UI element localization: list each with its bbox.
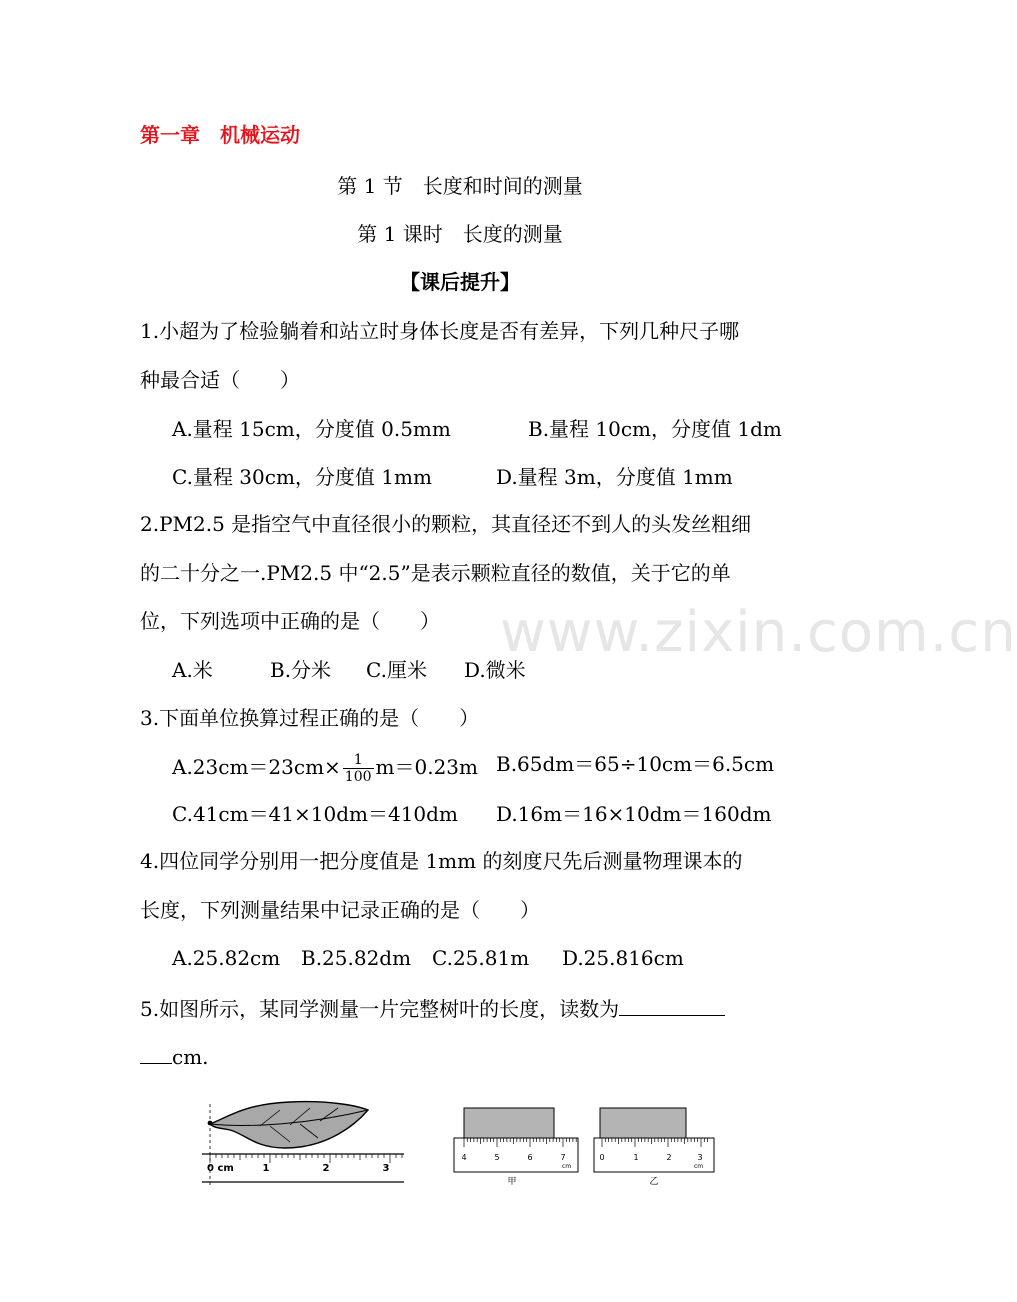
measured-block bbox=[600, 1108, 686, 1138]
ruler-tick-label: 5 bbox=[494, 1153, 500, 1162]
ruler-tick-label: 6 bbox=[527, 1153, 533, 1162]
q5-line2 bbox=[140, 1043, 209, 1069]
ruler-tick-label: 7 bbox=[560, 1153, 566, 1162]
figure-caption: 乙 bbox=[649, 1177, 659, 1187]
leaf-ruler-figure bbox=[200, 1098, 410, 1193]
q3-option-b: B.65dm＝65÷10cm＝6.5cm bbox=[496, 752, 775, 776]
measured-block bbox=[464, 1108, 554, 1138]
leaf-ruler bbox=[202, 1154, 404, 1182]
answer-blank[interactable] bbox=[619, 995, 725, 1016]
answer-blank-continued[interactable] bbox=[140, 1043, 172, 1064]
q1-option-c: C.量程 30cm，分度值 1mm bbox=[172, 465, 432, 489]
ruler-yi-figure bbox=[590, 1104, 720, 1190]
ruler-tick-label: 1 bbox=[633, 1153, 639, 1162]
q5-text: 5.如图所示，某同学测量一片完整树叶的长度，读数为 bbox=[140, 997, 620, 1021]
q3-option-a-prefix: A.23cm＝23cm× bbox=[172, 755, 341, 779]
ruler-unit-label: 0 cm bbox=[207, 1163, 234, 1174]
q2-line2: 的二十分之一.PM2.5 中“2.5”是表示颗粒直径的数值，关于它的单 bbox=[140, 561, 731, 585]
q4-option-d: D.25.816cm bbox=[562, 946, 684, 970]
ruler-tick-label: 0 bbox=[599, 1153, 605, 1162]
fraction-numerator: 1 bbox=[343, 752, 374, 769]
q4-option-a: A.25.82cm bbox=[172, 946, 281, 970]
ruler-tick-label: 3 bbox=[697, 1153, 703, 1162]
figure-caption: 甲 bbox=[507, 1177, 517, 1187]
ruler-tick-label: 2 bbox=[322, 1163, 330, 1174]
q1-line1: 1.小超为了检验躺着和站立时身体长度是否有差异，下列几种尺子哪 bbox=[140, 319, 740, 343]
q3-option-a-suffix: m＝0.23m bbox=[375, 755, 478, 779]
section-title: 第 1 节 长度和时间的测量 bbox=[337, 174, 583, 198]
q1-line2: 种最合适（ ） bbox=[140, 368, 300, 392]
q2-option-a: A.米 bbox=[172, 658, 213, 682]
lesson-title: 第 1 课时 长度的测量 bbox=[357, 222, 563, 246]
q5-unit: cm. bbox=[172, 1045, 209, 1069]
ruler-unit-label: cm bbox=[694, 1163, 704, 1170]
ruler-tick-label: 1 bbox=[262, 1163, 270, 1174]
q2-line1: 2.PM2.5 是指空气中直径很小的颗粒，其直径还不到人的头发丝粗细 bbox=[140, 512, 752, 536]
ruler-tick-label: 2 bbox=[666, 1153, 672, 1162]
ruler-unit-label: cm bbox=[562, 1163, 572, 1170]
q1-option-d: D.量程 3m，分度值 1mm bbox=[496, 465, 733, 489]
ruler-tick-label: 4 bbox=[461, 1153, 467, 1162]
q5-line1 bbox=[140, 995, 725, 1021]
q4-option-b: B.25.82dm bbox=[301, 946, 412, 970]
ruler-body bbox=[454, 1138, 578, 1172]
q4-line1: 4.四位同学分别用一把分度值是 1mm 的刻度尺先后测量物理课本的 bbox=[140, 849, 743, 873]
q2-option-c: C.厘米 bbox=[366, 658, 427, 682]
chapter-title: 第一章 机械运动 bbox=[140, 123, 300, 147]
q1-option-b: B.量程 10cm，分度值 1dm bbox=[528, 417, 782, 441]
q3-option-a bbox=[172, 752, 478, 785]
part-title: 【课后提升】 bbox=[400, 270, 520, 294]
leaf-icon bbox=[208, 1102, 368, 1148]
q3-option-d: D.16m＝16×10dm＝160dm bbox=[496, 802, 772, 826]
fraction bbox=[343, 752, 374, 785]
q2-line3: 位，下列选项中正确的是（ ） bbox=[140, 609, 440, 633]
q3-line1: 3.下面单位换算过程正确的是（ ） bbox=[140, 706, 480, 730]
q2-option-d: D.微米 bbox=[464, 658, 526, 682]
watermark: www.zixin.com.cn bbox=[500, 600, 1017, 665]
q3-option-c: C.41cm＝41×10dm＝410dm bbox=[172, 802, 458, 826]
q1-option-a: A.量程 15cm，分度值 0.5mm bbox=[172, 417, 451, 441]
ruler-tick-label: 3 bbox=[382, 1163, 390, 1174]
q4-option-c: C.25.81m bbox=[432, 946, 530, 970]
ruler-jia-figure bbox=[448, 1104, 588, 1190]
q4-line2: 长度，下列测量结果中记录正确的是（ ） bbox=[140, 898, 540, 922]
fraction-denominator: 100 bbox=[344, 769, 372, 785]
q2-option-b: B.分米 bbox=[270, 658, 332, 682]
